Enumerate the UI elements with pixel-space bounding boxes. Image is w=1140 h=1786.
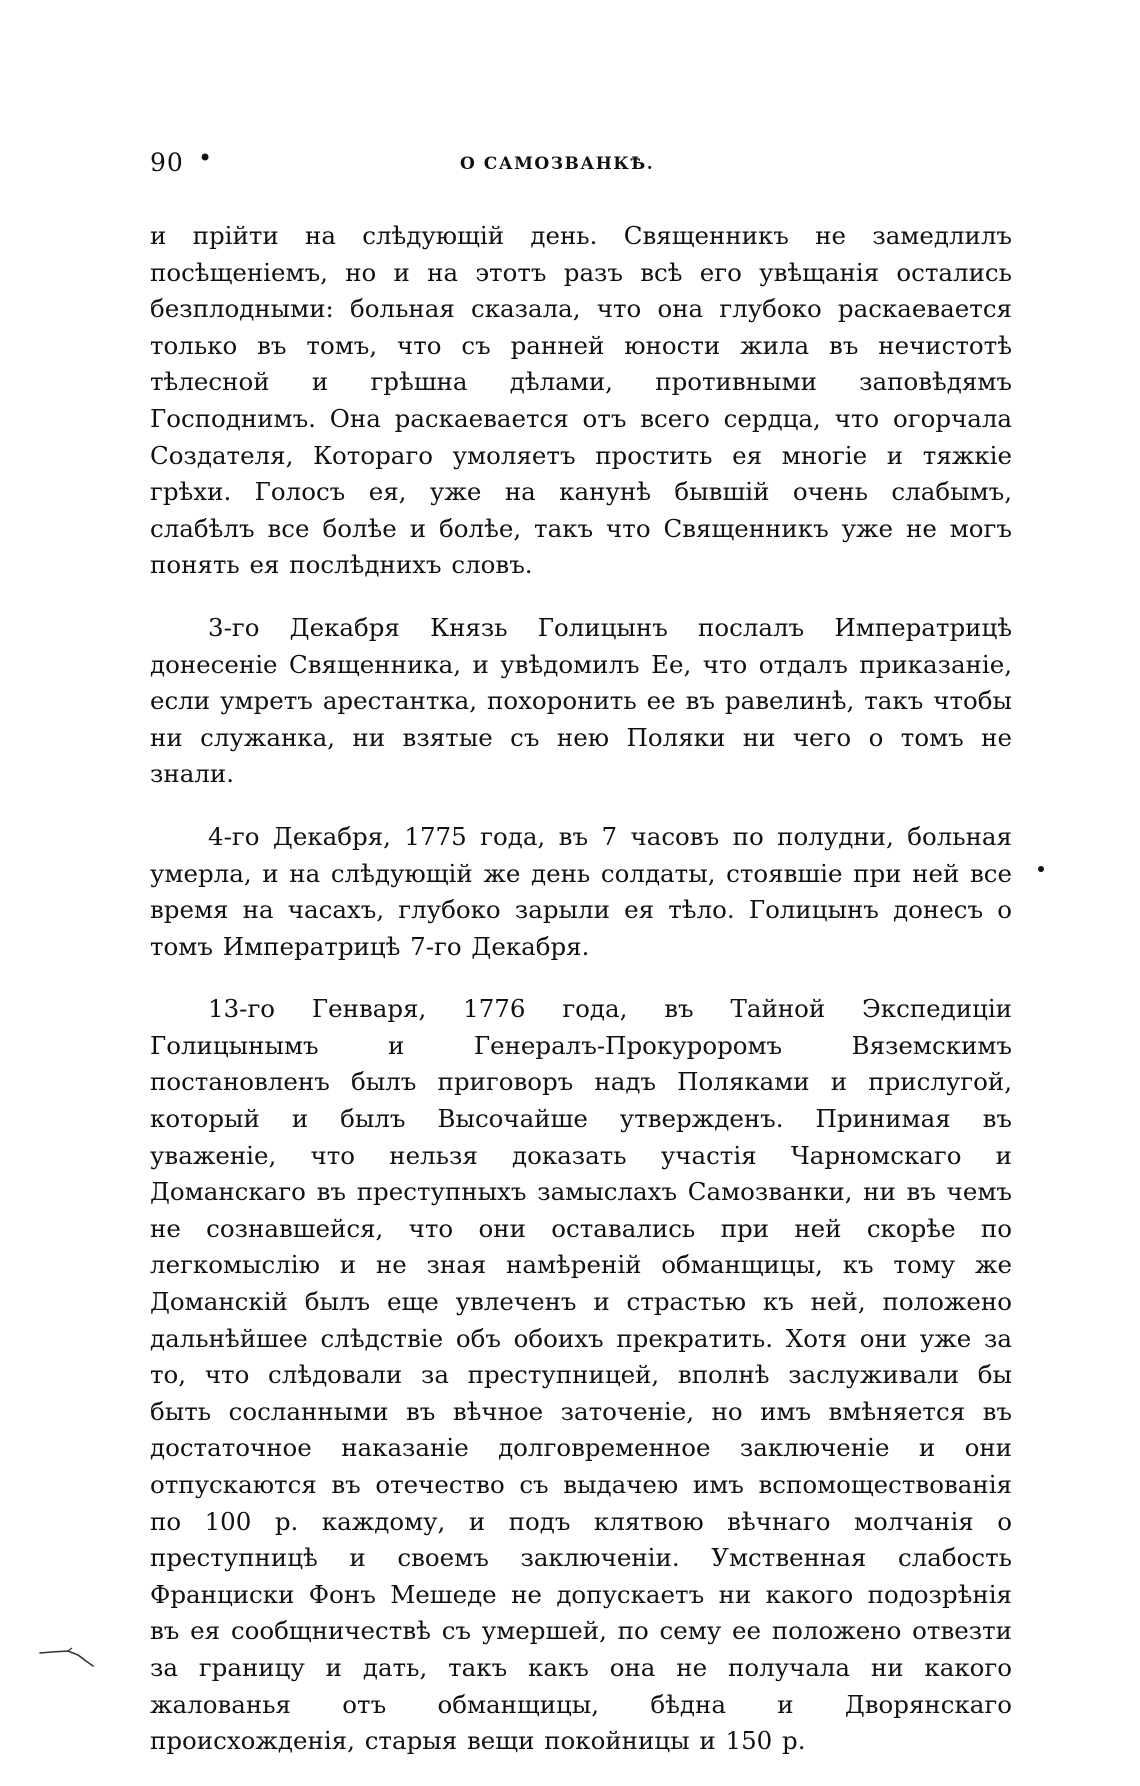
stray-ink-dot (1038, 866, 1044, 872)
paragraph-4: 13-го Генваря, 1776 года, въ Тайной Экспедиціи Голицынымъ и Генералъ-Прокуроромъ Вяземскимъ постановленъ былъ приговоръ надъ Поляками и прислугой, который и былъ Высочайше утвержденъ. Принимая въ уваженіе, что нельзя доказать участія Чарномскаго и Доманскаго въ преступныхъ замыслахъ Самозванки, ни въ чемъ не сознавшейся, что они оставались при ней скорѣе по легкомыслію и не зная намѣреній обманщицы, къ тому же Доманскій былъ еще увлеченъ и страстью къ ней, положено дальнѣйшее слѣдствіе объ обоихъ прекратить. Хотя они уже за то, что слѣдовали за преступницей, вполнѣ заслуживали бы быть сосланными въ вѣчное заточеніе, но имъ вмѣняется въ достаточное наказаніе долговременное заключеніе и они отпускаются въ отечество съ выдачею имъ вспомоществованія по 100 р. каждому, и подъ клятвою вѣчнаго молчанія о преступницѣ и своемъ заключеніи. Умственная слабость Франциски Фонъ Мешеде не допускаетъ ни какого подозрѣнія въ ея сообщничествѣ съ умершей, по сему ее положено отвезти за границу и дать, такъ какъ она не получала ни какого жалованья отъ обманщицы, бѣдна и Дворянскаго происхожденія, старыя вещи покойницы и 150 р. (150, 994, 1012, 1756)
paragraph-2: 3-го Декабря Князь Голицынъ послалъ Императрицѣ донесеніе Священника, и увѣдомилъ Ее, что отдалъ приказаніе, если умретъ арестантка, похоронить ее въ равелинѣ, такъ чтобы ни служанка, ни взятые съ нею Поляки ни чего о томъ не знали. (150, 612, 1012, 789)
paragraph-1: и прійти на слѣдующій день. Священникъ не замедлилъ посѣщеніемъ, но и на этотъ разъ всѣ его увѣщанія остались безплодными: больная сказала, что она глубоко раскаевается только въ томъ, что съ ранней юности жила въ нечистотѣ тѣлесной и грѣшна дѣлами, противными заповѣдямъ Господнимъ. Она раскаевается отъ всего сердца, что огорчала Создателя, Котораго умоляетъ простить ея многіе и тяжкіе грѣхи. Голосъ ея, уже на канунѣ бывшій очень слабымъ, слабѣлъ все болѣе и болѣе, такъ что Священникъ уже не могъ понять ея послѣднихъ словъ. (150, 221, 1012, 580)
running-title: О САМОЗВАНКѢ. (460, 154, 655, 174)
paragraph-3: 4-го Декабря, 1775 года, въ 7 часовъ по полудни, больная умерла, и на слѣдующій же день солдаты, стоявшіе при ней все время на часахъ, глубоко зарыли ея тѣло. Голицынъ донесъ о томъ Императрицѣ 7-го Декабря. (150, 821, 1012, 961)
body-text (150, 218, 1012, 1786)
header-dot: • (198, 144, 213, 172)
margin-pencil-mark (38, 1645, 98, 1669)
running-head (150, 144, 1010, 180)
page-number: 90 (150, 148, 184, 177)
